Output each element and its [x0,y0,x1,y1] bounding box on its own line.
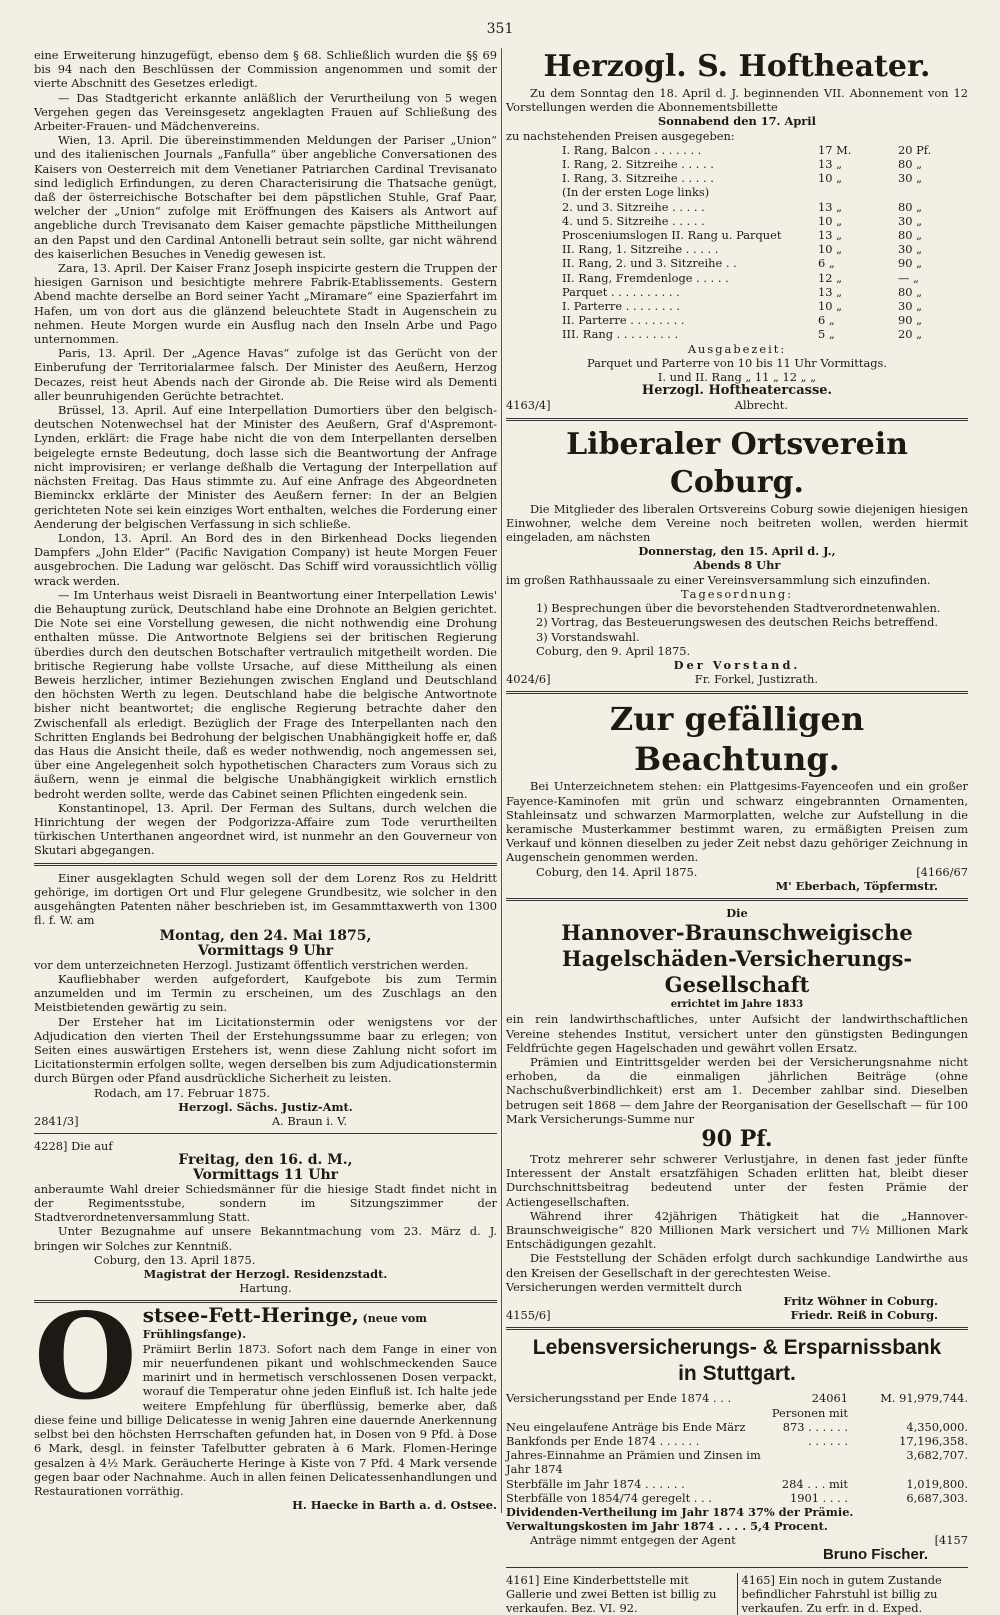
bank-row [506,1434,968,1448]
price-mark: 6 „ [818,313,835,328]
election-notice [34,1139,497,1295]
beachtung-text: Bei Unterzeichnetem stehen: ein Plattgesims-Fayenceofen und ein großer Fayence-Kaminofen mit grün und schwarz eingebrannten Ornamenten, Stahleinsatz und schwarzen Marmorplatten, welche zur Aufstellung in die keramische Musterkammer bestimmt waren, zu ermäßigten Preisen zum Verkauf und können dieselben zu jeder Zeit nebst dazu gehöriger Zeichnung in Augenschein genommen werden. [506,779,968,865]
small-ad: 4165] Ein noch in gutem Zustande befindlicher Fahrstuhl ist billig zu verkaufen. Zu erfr. in d. Exped. [741,1572,942,1615]
price-pf: 90 „ [898,313,923,328]
auction-notice [34,871,497,1129]
bank-ref: [4157 [934,1533,968,1548]
bank-val: 17,196,358. [899,1434,968,1449]
price-mark [818,185,898,199]
bank-mid [766,1448,848,1476]
hagel-agent: Fritz Wöhner in Coburg. [783,1294,938,1308]
beachtung-ad [506,699,968,893]
price-row [506,228,968,242]
bank-mid: 873 . . . . . . [782,1419,848,1434]
price-label: II. Rang, Fremdenloge . . . . . [562,270,729,285]
price-pf: — „ [898,270,919,285]
theater-sign: Herzogl. Hoftheatercasse. [641,383,833,399]
news-paragraph: eine Erweiterung hinzugefügt, ebenso dem § 68. Schließlich wurden die §§ 69 bis 94 nach den Beschlüssen der Commission angenommen und somit der vierte Abschnitt des Gesetzes erledigt. [34,48,497,91]
verein-ref: 4024/6] [506,672,551,687]
verein-place: Coburg, den 9. April 1875. [536,643,691,658]
auction-text: Kaufliebhaber werden aufgefordert, Kaufgebote bis zum Termin anzumelden und im Termin zu erscheinen, um des Zuschlags an den Meistbietenden gewärtig zu sein. [34,972,497,1015]
hagel-ref: 4155/6] [506,1308,551,1323]
hagel-text: Trotz mehrerer sehr schwerer Verlustjahre, in denen fast jeder fünfte Interessent der Anstalt ersatzfähigen Schaden erlitten hat, bleibt dieser Durchschnittsbeitrag bedeutend unter der festen Prämie der Actiengesellschaften. [506,1151,968,1209]
bank-title: Lebensversicherungs- & Ersparnissbank [532,1336,942,1360]
bank-val: 3,682,707. [906,1448,968,1463]
price-row [506,143,968,157]
bank-mid: 24061 Personen mit [771,1391,848,1420]
bank-mid: 1901 . . . . [790,1490,848,1505]
auction-time: Vormittags 9 Uhr [197,942,334,959]
price-label: I. Rang, Balcon . . . . . . . [562,142,702,157]
theater-date: Sonnabend den 17. April [658,114,816,129]
price-pf: 80 „ [898,284,923,299]
price-row [506,200,968,214]
price-row [506,242,968,256]
hagel-text: Die Feststellung der Schäden erfolgt durch sachkundige Landwirthe aus den Kreisen der Gesellschaft in der gerechtesten Weise. [506,1251,968,1280]
auction-place: Rodach, am 17. Februar 1875. [94,1085,270,1100]
hering-text: Prämiirt Berlin 1873. Sofort nach dem Fange in einer von mir neuerfundenen pikant und wohlschmeckenden Sauce marinirt und in hermetisch verschlossenen Dosen verpackt, worauf die Temperatur ohne jeden Einfluß ist. Ich halte jede weitere Empfehlung für überflüssig, bemerke aber, daß diese feine und billige Delicatesse in wenig Jahren eine dauernde Anerkennung selbst bei den höchsten Herrschaften gefunden hat, in Dosen von 9 Pfd. à Dose 6 Mark, desgl. in feinster Tafelbutter gebraten à 6 Mark. Flomen-Heringe gesalzen à 4½ Mark. Geräucherte Heringe à Kiste von 7 Pfd. 4 Mark versende gegen baar oder Nachnahme. Auch in allen feinen Delicatessenhandlungen und Restaurationen vorräthig. [34,1341,497,1498]
price-pf: 80 „ [898,228,923,243]
price-row [506,299,968,313]
auction-date: Montag, den 24. Mai 1875, [159,928,372,945]
price-mark: 12 „ [818,270,843,285]
wahl-date: Freitag, den 16. d. M., [178,1152,353,1169]
price-row [506,285,968,299]
price-row [506,271,968,285]
beachtung-title: Zur gefälligen Beachtung. [609,700,865,779]
section-rule [506,1327,968,1330]
right-column [506,48,968,1615]
price-row [506,256,968,270]
theater-title: Herzogl. S. Hoftheater. [543,49,931,84]
price-pf: 90 „ [898,256,923,271]
bank-row [506,1420,968,1434]
hagel-text: ein rein landwirthschaftliches, unter Aufsicht der landwirthschaftlichen Vereine stehendes Institut, versichert unter den günstigsten Bedingungen Feldfrüchte gegen Hagelschaden und gewährt vollen Ersatz. [506,1012,968,1055]
price-label: Parquet . . . . . . . . . . [562,284,680,299]
wahl-time: Vormittags 11 Uhr [192,1166,339,1183]
price-mark: 13 „ [818,199,843,214]
bank-row [506,1448,968,1476]
bank-row [506,1477,968,1491]
price-mark: 10 „ [818,213,843,228]
price-mark: 17 M. [818,142,852,157]
verein-title: Liberaler Ortsverein Coburg. [566,426,908,500]
verein-time: Abends 8 Uhr [693,558,781,573]
bank-row [506,1491,968,1505]
price-row [506,185,968,199]
price-mark: 10 „ [818,242,843,257]
hering-title: stsee-Fett-Heringe, [142,1303,359,1328]
wahl-text: Unter Bezugnahme auf unsere Bekanntmachung vom 23. März d. J. bringen wir Solches zur Kenntniß. [34,1224,497,1253]
section-rule [506,691,968,694]
auction-text: Der Ersteher hat im Licitationstermin oder wenigstens vor der Adjudication den vierten Theil der Erstehungssumme baar zu erlegen; von Seiten eines auswärtigen Erstehers ist, wenn diese Zahlung nicht sofort im Licitationstermin erfolgen sollte, wegen derselben bis zum Adjudicationstermin durch Bürgen oder Pfand ausdrückliche Sicherheit zu leisten. [34,1014,497,1086]
wahl-intro: Die auf [71,1139,113,1154]
hagel-ad [506,906,968,1322]
bank-label: Bankfonds per Ende 1874 . . . . . . [506,1434,700,1449]
news-paragraph: Konstantinopel, 13. April. Der Ferman des Sultans, durch welchen die Hinrichtung der wegen der Podgorizza-Affaire zum Tode verurtheilten türkischen Unterthanen angeordnet wird, ist nunmehr an den Gouverneur von Skutari abgegangen. [34,800,497,858]
hagel-die: Die [726,905,748,920]
bank-val: 1,019,800. [906,1476,968,1491]
bank-label: Jahres-Einnahme an Prämien und Zinsen im Jahr 1874 [506,1448,761,1477]
section-rule [34,863,497,866]
verein-text: im großen Rathhaussaale zu einer Vereinsversammlung sich einzufinden. [506,572,931,587]
price-mark: 6 „ [818,256,835,271]
theater-ad [506,48,968,413]
price-label: I. Rang, 2. Sitzreihe . . . . . [562,157,714,172]
bank-val: M. 91,979,744. [880,1391,968,1406]
auction-ref: 2841/3] [34,1114,79,1129]
section-rule [506,418,968,421]
bank-label: Sterbfälle von 1854/74 geregelt . . . [506,1490,712,1505]
verein-name: Fr. Forkel, Justizrath. [694,672,818,687]
news-paragraph: — Das Stadtgericht erkannte anläßlich der Verurtheilung von 5 wegen Vergehen gegen das Vereinsgesetz angeklagten Frauen auf Schließung des Arbeiter-Frauen- und Mädchenvereins. [34,90,497,134]
agenda-item: 2) Vortrag, das Besteuerungswesen des deutschen Reichs betreffend. [536,615,939,630]
price-pf: 20 „ [898,327,923,342]
bank-cost: Verwaltungskosten im Jahr 1874 . . . . 5,4 Procent. [506,1519,828,1534]
bank-ad [506,1335,968,1561]
small-ads [506,1573,968,1615]
price-row [506,171,968,185]
price-mark: 13 „ [818,157,843,172]
price-pf: 80 „ [898,199,923,214]
price-list [506,143,968,342]
price-mark: 10 „ [818,171,843,186]
wahl-office: Magistrat der Herzogl. Residenzstadt. [143,1267,388,1282]
price-label: III. Rang . . . . . . . . . [562,327,679,342]
price-pf: 30 „ [898,242,923,257]
hagel-agent: Friedr. Reiß in Coburg. [790,1308,938,1323]
hering-initial: O [34,1287,137,1427]
hagel-text: Versicherungen werden vermittelt durch [506,1279,742,1294]
price-label: 4. und 5. Sitzreihe . . . . . [562,213,705,228]
price-label: 2. und 3. Sitzreihe . . . . . [562,199,705,214]
price-mark: 13 „ [818,284,843,299]
beachtung-place: Coburg, den 14. April 1875. [536,864,698,879]
bank-dividend: Dividenden-Vertheilung im Jahr 1874 37% der Prämie. [506,1505,854,1520]
price-label: I. Parterre . . . . . . . . [562,299,681,314]
hering-sub: (neue vom Frühlingsfange). [142,1312,427,1341]
ausgabe-line: Parquet und Parterre von 10 bis 11 Uhr Vormittags. [586,355,887,370]
theater-text: Zu dem Sonntag den 18. April d. J. beginnenden VII. Abonnement von 12 Vorstellungen werden die Abonnementsbillette [506,86,968,115]
small-ad: 4161] Eine Kinderbettstelle mit Gallerie und zwei Betten ist billig zu verkaufen. Bez. VI. 92. [506,1573,738,1615]
agenda-list [506,601,968,644]
price-mark: 5 „ [818,327,835,342]
price-row [506,313,968,327]
bank-agent-text: Anträge nimmt entgegen der Agent [530,1533,736,1548]
beachtung-sign: M' Eberbach, Töpfermstr. [775,878,938,893]
verein-sign: Der Vorstand. [673,657,801,672]
beachtung-ref: [4166/67 [916,864,968,879]
theater-name: Albrecht. [734,398,788,413]
verein-date: Donnerstag, den 15. April d. J., [638,544,836,559]
price-row [506,327,968,341]
bank-agent: Bruno Fischer. [822,1545,928,1563]
wahl-place: Coburg, den 13. April 1875. [94,1252,256,1267]
ausgabe-head: Ausgabezeit: [687,341,787,356]
price-pf: 30 „ [898,299,923,314]
price-pf: 20 Pf. [898,142,932,157]
agenda-item: 3) Vorstandswahl. [536,629,640,644]
bank-table [506,1391,968,1505]
bank-title: in Stuttgart. [678,1362,796,1386]
auction-office: Herzogl. Sächs. Justiz-Amt. [178,1099,353,1114]
auction-sign: A. Braun i. V. [271,1114,347,1129]
wahl-text: anberaumte Wahl dreier Schiedsmänner für die hiesige Stadt findet nicht in der Regimentsstube, sondern im Sitzungszimmer der Stadtverordnetenversammlung Statt. [34,1181,497,1225]
section-rule [506,1567,968,1568]
verein-agenda-head: Tagesordnung: [680,586,794,601]
section-rule [34,1133,497,1134]
verein-ad [506,426,968,687]
price-mark: 10 „ [818,299,843,314]
news-paragraph: Wien, 13. April. Die übereinstimmenden Meldungen der Pariser „Union“ und des italienischen Journals „Fanfulla“ über angebliche Conversationen des Kaisers von Oesterreich mit dem Venetianer Patriarchen Cardinal Trevisanato sind lediglich Erfindungen, zu deren Characterisirung die Thatsache genügt, daß der österreichische Botschafter bei dem päpstlichen Stuhle, Graf Paar, welcher der „Union“ zufolge mit Eröffnungen des Kaisers als Antwort auf angebliche durch Trevisanato dem Kaiser gemachte päpstliche Mittheilungen an den Papst und den Cardinal Antonelli betraut sein sollte, gar nicht während des kaiserlichen Besuches in Venedig gewesen ist. [34,133,497,261]
price-label: Prosceniumslogen II. Rang u. Parquet [562,228,782,243]
bank-label: Versicherungsstand per Ende 1874 . . . [506,1391,732,1406]
theater-text: zu nachstehenden Preisen ausgegeben: [506,128,735,143]
bank-val: 4,350,000. [906,1419,968,1434]
price-row [506,157,968,171]
news-paragraph: Brüssel, 13. April. Auf eine Interpellation Dumortiers über den belgisch-deutschen Notenwechsel hat der Minister des Aeußern, Graf d'Aspremont-Lynden, erklärt: die Frage habe nicht die von dem Interpellanten derselben beigelegte ernste Bedeutung, doch lasse sich die Beantwortung der Anfrage nicht improvisiren; er verlange deßhalb die Vertagung der Interpellation auf nächsten Freitag. Das Haus stimmte zu. Auf eine Anfrage des Abgeordneten Bieminckx erklärte der Minister des Aeußern ferner: In der an Belgien gerichteten Note sei kein einziges Wort enthalten, welches die Forderung einer Aenderung der belgischen Verfassung in sich schließe. [34,403,497,531]
theater-ref: 4163/4] [506,398,551,413]
price-pf: 80 „ [898,157,923,172]
hagel-founded: errichtet im Jahre 1833 [670,999,804,1011]
price-row [506,214,968,228]
bank-label: Sterbfälle im Jahr 1874 . . . . . . [506,1476,685,1491]
price-pf: 30 „ [898,213,923,228]
price-label: II. Rang, 1. Sitzreihe . . . . . [562,242,719,257]
column-divider [501,48,502,1513]
hagel-title: Hagelschäden-Versicherungs-Gesellschaft [561,946,913,998]
wahl-ref: 4228] [34,1139,68,1154]
hagel-title: Hannover-Braunschweigische [561,920,913,946]
news-paragraph: London, 13. April. An Bord des in den Birkenhead Docks liegenden Dampfers „John Elder“ (Pacific Navigation Company) ist heute Morgen Feuer ausgebrochen. Die Ladung war gelöscht. Das Schiff wird voraussichtlich völlig wrack werden. [34,530,497,588]
hagel-text: Während ihrer 42jährigen Thätigkeit hat die „Hannover-Braunschweigische“ 820 Millionen Mark versichert und 7½ Millionen Mark Entschädigungen gezahlt. [506,1208,968,1252]
price-label: II. Parterre . . . . . . . . [562,313,685,328]
news-paragraph: — Im Unterhaus weist Disraeli in Beantwortung einer Interpellation Lewis' die Behauptung zurück, Deutschland habe eine Drohnote an Belgien gerichtet. Die Note sei eine Vorstellung gewesen, die nicht nothwendig eine Drohung enthalten müsse. Die Antwortnote Belgiens sei der britischen Regierung überdies durch den deutschen Botschafter vertraulich mitgetheilt worden. Die britische Regierung habe vollste Ursache, auf diese Mittheilung als einen Beweis herzlicher, intimer Beziehungen zwischen England und Deutschland den höchsten Werth zu legen. Deutschland habe die belgische Antwortnote bisher nicht beantwortet; die englische Regierung betrachte daher den Zwischenfall als erledigt. Bezüglich der Frage des Interpellanten nach den Schritten Englands bei Bedrohung der belgischen Unabhängigkeit hoffe er, daß das Haus die Ansicht theile, daß es weder nothwendig, noch angemessen sei, über eine Angelegenheit solch hypothetischen Characters zum Voraus sich zu äußern, wenn je einmal die belgische Unabhängigkeit wirklich ernstlich bedroht werden sollte, werde das Cabinet seinen Pflichten eingedenk sein. [34,587,497,801]
hagel-price: 90 Pf. [701,1125,773,1152]
hagel-text: Prämien und Eintrittsgelder werden bei der Versicherungsnahme nicht erhoben, da die einmaligen jährlichen Beiträge (ohne Nachschußverbindlichkeit) erst am 1. December zahlbar sind. Dieselben betrugen seit 1868 — dem Jahre der Reorganisation der Gesellschaft — für 100 Mark Versicherungs-Summe nur [506,1054,968,1126]
agenda-item: 1) Besprechungen über die bevorstehenden Stadtverordnetenwahlen. [536,601,941,616]
wahl-sign: Hartung. [239,1281,292,1296]
price-label: (In der ersten Loge links) [562,185,710,200]
page-number: 351 [486,21,514,37]
left-column [34,48,497,1512]
auction-text: vor dem unterzeichneten Herzogl. Justizamt öffentlich verstrichen werden. [34,957,469,972]
news-paragraph: Paris, 13. April. Der „Agence Havas“ zufolge ist das Gerücht von der Einberufung der Territorialarmee falsch. Der Minister des Aeußern, Herzog Decazes, reist heut Abends nach der Gironde ab. Die Reise wird als Dementi aller beunruhigenden Gerüchte betrachtet. [34,346,497,403]
price-pf: 30 „ [898,171,923,186]
bank-row [506,1391,968,1419]
hering-sign: H. Haecke in Barth a. d. Ostsee. [292,1498,497,1513]
section-rule [506,898,968,901]
bank-label: Neu eingelaufene Anträge bis Ende März [506,1419,746,1434]
price-label: II. Rang, 2. und 3. Sitzreihe . . [562,256,737,271]
verein-text: Die Mitglieder des liberalen Ortsvereins Coburg sowie diejenigen hiesigen Einwohner, welche dem Vereine noch beitreten wollen, werden hiermit eingeladen, am nächsten [506,501,968,545]
bank-mid: 284 . . . mit [781,1476,848,1491]
news-paragraph: Zara, 13. April. Der Kaiser Franz Joseph inspicirte gestern die Truppen der hiesigen Garnison und besichtigte mehrere Fabrik-Etablissements. Gestern Abend machte derselbe an Bord seiner Yacht „Miramare“ eine Spazierfahrt im Hafen, um von dort aus die glänzend beleuchtete Stadt in Augenschein zu nehmen. Heute Morgen wurde ein Ausflug nach den Inseln Arbe und Pago unternommen. [34,261,497,347]
auction-text: Einer ausgeklagten Schuld wegen soll der dem Lorenz Ros zu Heldritt gehörige, im dortigen Ort und Flur gelegene Grundbesitz, wie solcher in den ausgehängten Patenten näher beschrieben ist, im Gesammttaxwerth von 1300 fl. f. W. am [34,870,497,928]
price-label: I. Rang, 3. Sitzreihe . . . . . [562,171,714,186]
bank-mid: . . . . . . [808,1434,848,1449]
ausgabe-line: I. und II. Rang „ 11 „ 12 „ „ [657,370,817,385]
price-pf [898,185,968,199]
price-mark: 13 „ [818,228,843,243]
bank-val: 6,687,303. [906,1490,968,1505]
